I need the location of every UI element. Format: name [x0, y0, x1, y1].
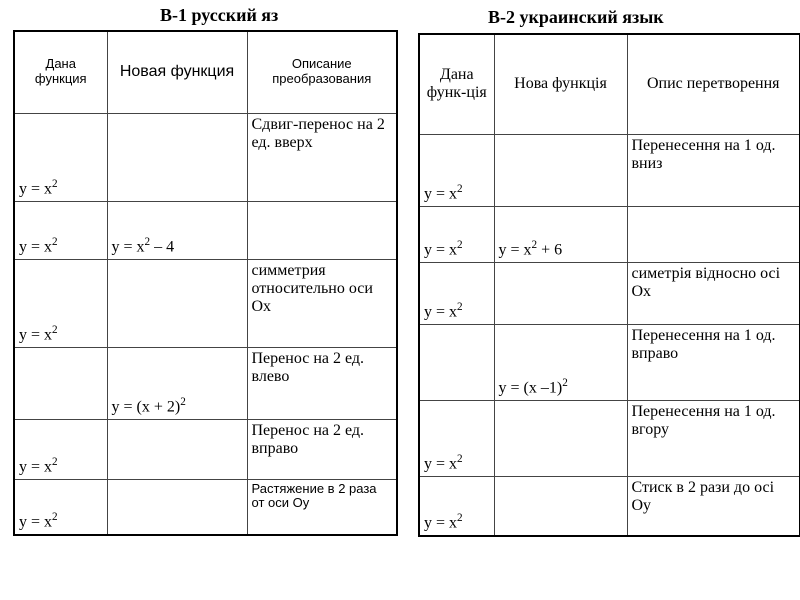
table-row — [14, 419, 397, 479]
given-function-cell: $y = x^2$ — [14, 419, 107, 479]
header-new-function: Новая функция — [107, 31, 247, 113]
given-function-cell: $y = x^2$ — [419, 476, 494, 536]
variant-2-table — [418, 33, 800, 537]
table-row — [14, 479, 397, 535]
description-cell: симметрия относительно оси Ох — [247, 259, 397, 347]
given-function-cell: $y = x^2$ — [419, 134, 494, 206]
new-function-cell: $y = x^2 + 6$ — [494, 206, 627, 262]
table-row — [419, 134, 800, 206]
variant-1-table — [13, 30, 398, 536]
given-function-cell — [419, 324, 494, 400]
description-cell: Перенесення на 1 од. вниз — [627, 134, 800, 206]
description-cell — [627, 206, 800, 262]
header-new-function: Нова функція — [494, 34, 627, 134]
table-row — [14, 347, 397, 419]
table-row — [419, 476, 800, 536]
new-function-cell — [107, 259, 247, 347]
given-function-cell: $y = x^2$ — [419, 262, 494, 324]
given-function-cell: $y = x^2$ — [14, 113, 107, 201]
new-function-cell — [107, 479, 247, 535]
new-function-cell: y = (x –1)$^2$ — [494, 324, 627, 400]
table-row — [419, 262, 800, 324]
header-row — [14, 31, 397, 113]
variant-2-title: В-2 украинский язык — [488, 7, 664, 27]
header-given-function: Дана функция — [14, 31, 107, 113]
given-function-cell: $y = x^2$ — [419, 206, 494, 262]
table-row — [14, 201, 397, 259]
description-cell: симетрія відносно осі Ох — [627, 262, 800, 324]
given-function-cell: $y = x^2$ — [14, 259, 107, 347]
description-cell: Перенос на 2 ед. вправо — [247, 419, 397, 479]
new-function-cell — [494, 400, 627, 476]
header-transformation-description: Опис перетворення — [627, 34, 800, 134]
description-cell — [247, 201, 397, 259]
description-cell: Перенос на 2 ед. влево — [247, 347, 397, 419]
new-function-cell — [107, 113, 247, 201]
table-row — [419, 400, 800, 476]
given-function-cell — [14, 347, 107, 419]
given-function-cell: $y = x^2$ — [14, 479, 107, 535]
variant-1-title: В-1 русский яз — [160, 5, 279, 25]
given-function-cell: $y = x^2$ — [14, 201, 107, 259]
new-function-cell: $y = x^2 - 4$ — [107, 201, 247, 259]
new-function-cell — [494, 134, 627, 206]
description-cell: Сдвиг-перенос на 2 ед. вверх — [247, 113, 397, 201]
new-function-cell: $y = (x + 2)^2$ — [107, 347, 247, 419]
new-function-cell — [494, 476, 627, 536]
header-given-function: Дана функ-ція — [419, 34, 494, 134]
description-cell: Перенесення на 1 од. вправо — [627, 324, 800, 400]
new-function-cell — [494, 262, 627, 324]
table-row — [419, 206, 800, 262]
description-cell: Стиск в 2 рази до осі Оу — [627, 476, 800, 536]
new-function-cell — [107, 419, 247, 479]
description-cell: Растяжение в 2 раза от оси Оу — [247, 479, 397, 535]
table-row — [14, 113, 397, 201]
given-function-cell: $y = x^2$ — [419, 400, 494, 476]
table-row — [419, 324, 800, 400]
header-row — [419, 34, 800, 134]
header-transformation-description: Описание преобразования — [247, 31, 397, 113]
description-cell: Перенесення на 1 од. вгору — [627, 400, 800, 476]
table-row — [14, 259, 397, 347]
